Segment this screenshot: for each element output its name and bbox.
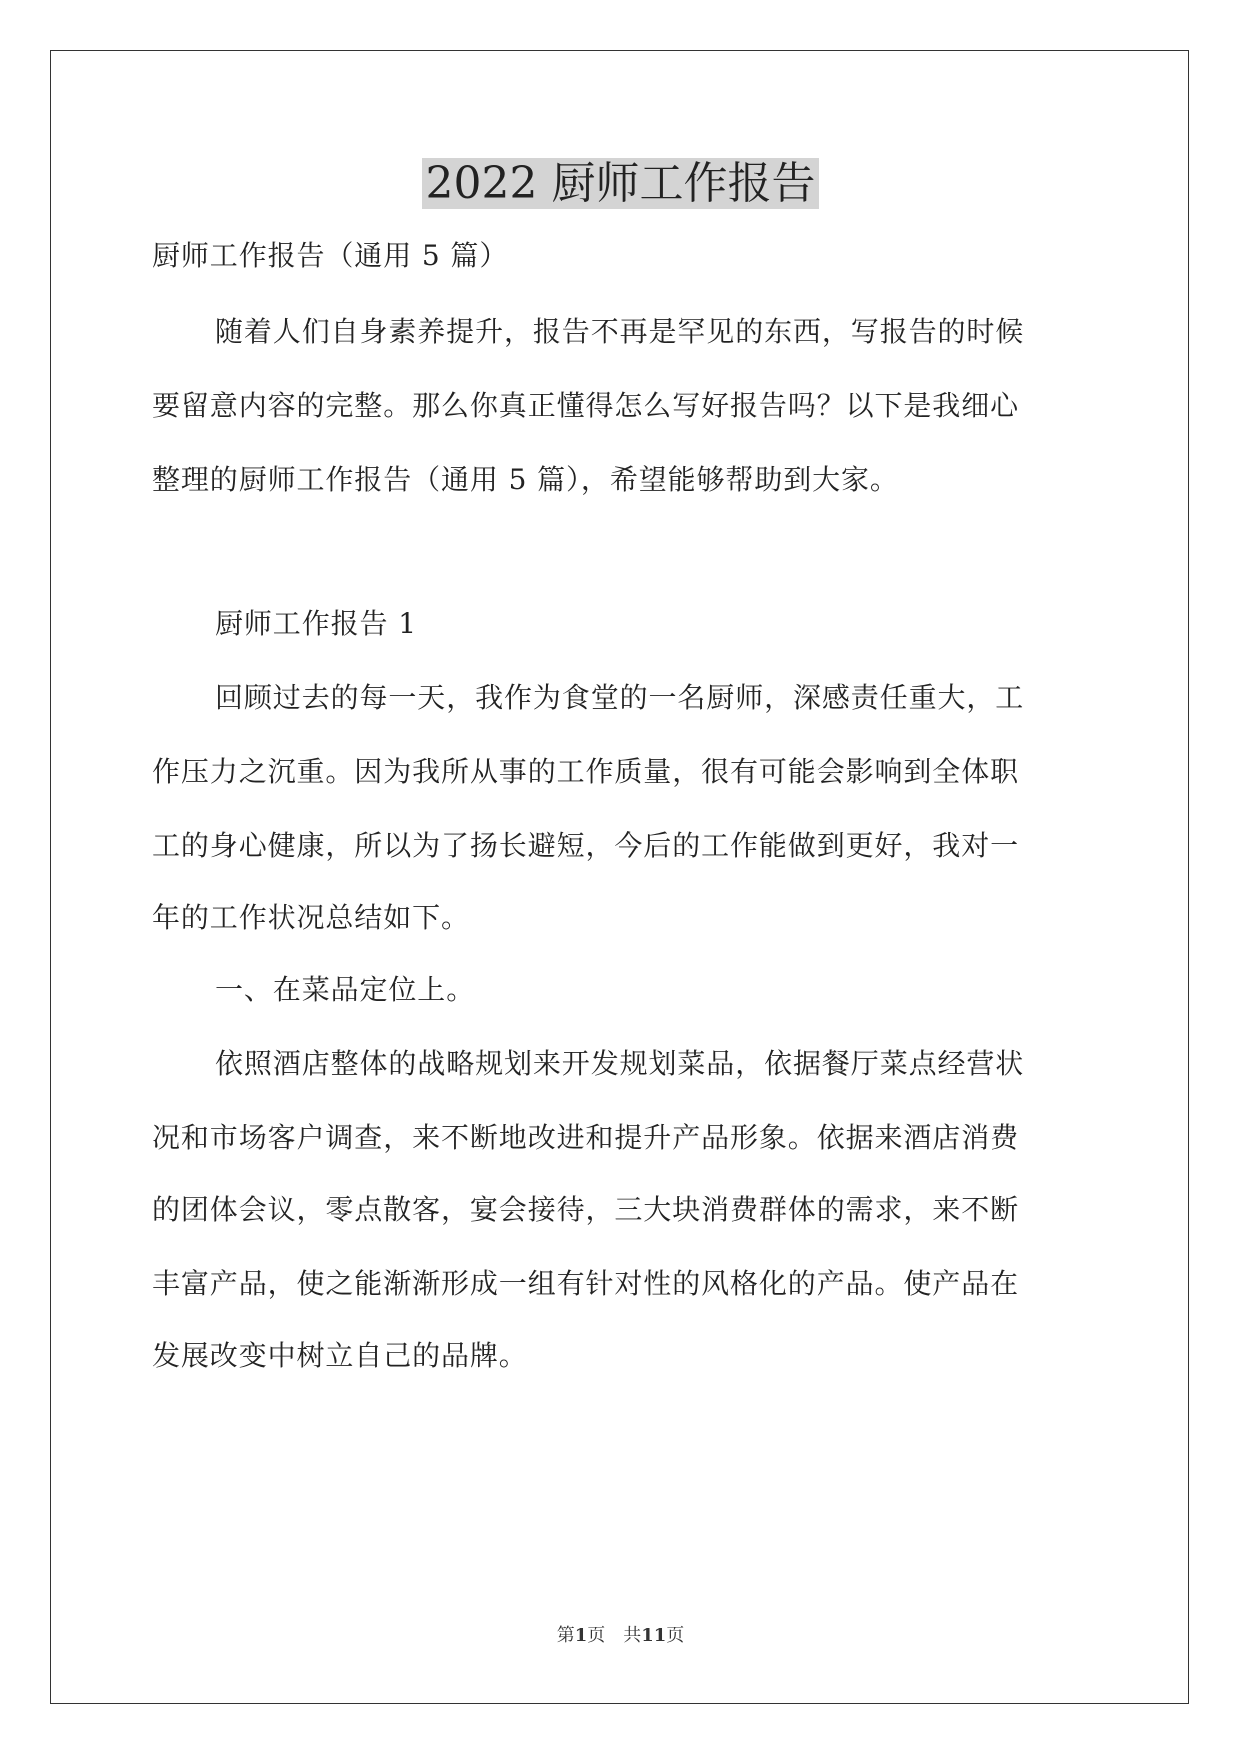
paragraph-line: 作压力之沉重。因为我所从事的工作质量，很有可能会影响到全体职: [152, 755, 1020, 788]
paragraph-line: 工的身心健康，所以为了扬长避短，今后的工作能做到更好，我对一: [152, 829, 1020, 862]
document-subtitle: 厨师工作报告（通用 5 篇）: [152, 239, 509, 272]
paragraph-line: 回顾过去的每一天，我作为食堂的一名厨师，深感责任重大，工: [215, 681, 1025, 714]
page-border: [50, 50, 1189, 1704]
paragraph-line: 的团体会议，零点散客，宴会接待，三大块消费群体的需求，来不断: [152, 1193, 1020, 1226]
intro-line: 整理的厨师工作报告（通用 5 篇），希望能够帮助到大家。: [152, 463, 899, 496]
page-mid: 页 共: [587, 1625, 642, 1646]
paragraph-line: 发展改变中树立自己的品牌。: [152, 1339, 528, 1372]
point-heading: 一、在菜品定位上。: [215, 973, 476, 1006]
document-title: [0, 156, 1241, 212]
intro-line: 要留意内容的完整。那么你真正懂得怎么写好报告吗？以下是我细心: [152, 389, 1020, 422]
page-footer: [0, 1624, 1241, 1648]
paragraph-line: 年的工作状况总结如下。: [152, 901, 470, 934]
paragraph-line: 依照酒店整体的战略规划来开发规划菜品，依据餐厅菜点经营状: [215, 1047, 1025, 1080]
page-total: 11: [641, 1625, 667, 1646]
page-prefix: 第: [556, 1625, 575, 1646]
paragraph-line: 丰富产品，使之能渐渐形成一组有针对性的风格化的产品。使产品在: [152, 1267, 1020, 1300]
document-title-text: 2022 厨师工作报告: [422, 158, 820, 209]
section-heading: 厨师工作报告 1: [215, 607, 417, 640]
intro-line: 随着人们自身素养提升，报告不再是罕见的东西，写报告的时候: [215, 315, 1025, 348]
page-suffix: 页: [666, 1625, 685, 1646]
paragraph-line: 况和市场客户调查，来不断地改进和提升产品形象。依据来酒店消费: [152, 1121, 1020, 1154]
page-current: 1: [574, 1625, 588, 1646]
